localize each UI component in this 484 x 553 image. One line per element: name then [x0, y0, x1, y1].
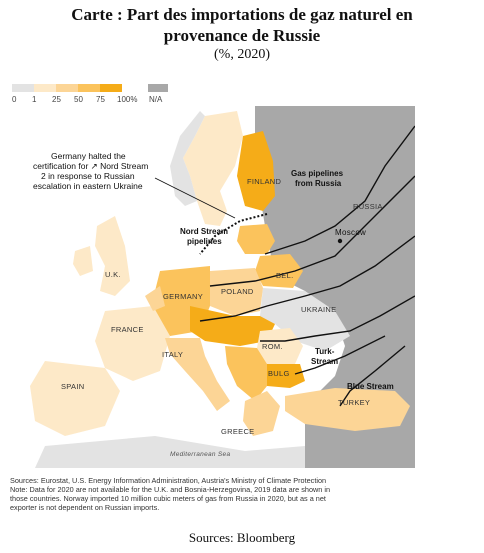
- region-uk: [95, 216, 130, 296]
- legend-swatch-1-25: [34, 84, 56, 92]
- region-france: [95, 306, 170, 381]
- legend-tick-0: 0: [12, 95, 17, 104]
- map-title: [0, 4, 484, 46]
- title-line-2: provenance de Russie: [163, 26, 321, 45]
- label-nord-stream-2: pipelines: [187, 237, 222, 246]
- legend-swatch-na: [148, 84, 168, 92]
- notes: [10, 476, 414, 512]
- legend-tick-1: 1: [32, 95, 37, 104]
- notes-line-2: Note: Data for 2020 are not available for the U.K. and Bosnia-Herzegovina, 2019 data are shown in: [10, 485, 331, 494]
- label-med: Mediterranean Sea: [170, 451, 231, 458]
- label-france: FRANCE: [111, 325, 144, 334]
- annotation-line-1: Germany halted the: [51, 151, 126, 161]
- label-turkey: TURKEY: [338, 398, 371, 407]
- label-nord-stream-1: Nord Stream: [180, 227, 229, 236]
- legend-tick-75: 75: [96, 95, 105, 104]
- legend-tick-50: 50: [74, 95, 83, 104]
- legend-swatch-75-100: [100, 84, 122, 92]
- label-turk-stream-1: Turk-: [315, 347, 335, 356]
- label-finland: FINLAND: [247, 177, 282, 186]
- region-balkans: [225, 346, 267, 401]
- region-ireland: [73, 246, 93, 276]
- label-bel: BEL.: [276, 271, 294, 280]
- label-bulg: BULG: [268, 369, 290, 378]
- legend-swatch-25-50: [56, 84, 78, 92]
- label-italy: ITALY: [162, 350, 184, 359]
- legend-swatch-50-75: [78, 84, 100, 92]
- label-russia: RUSSIA: [353, 202, 383, 211]
- legend-tick-na: N/A: [149, 95, 163, 104]
- notes-line-4: exporter is not dependent on Russian imports.: [10, 503, 160, 512]
- label-spain: SPAIN: [61, 382, 85, 391]
- annotation-line-4: escalation in eastern Ukraine: [33, 181, 143, 191]
- legend-tick-25: 25: [52, 95, 61, 104]
- label-turk-stream-2: Stream: [311, 357, 339, 366]
- europe-map: [5, 106, 415, 468]
- region-iberia: [30, 361, 120, 436]
- label-gas-pipelines-1: Gas pipelines: [291, 169, 344, 178]
- title-line-1: Carte : Part des importations de gaz naturel en: [71, 5, 413, 24]
- annotation-line-2: certification for ↗ Nord Stream: [33, 161, 149, 171]
- source: Sources: Bloomberg: [188, 530, 296, 545]
- label-rom: ROM.: [262, 342, 283, 351]
- label-uk: U.K.: [105, 270, 121, 279]
- legend-tick-100: 100%: [117, 95, 138, 104]
- notes-line-3: those countries. Norway imported 10 million cubic meters of gas from Russia in 2020, but as a net: [10, 494, 326, 503]
- label-poland: POLAND: [221, 287, 254, 296]
- map-subtitle: (%, 2020): [214, 47, 270, 62]
- label-germany: GERMANY: [163, 292, 204, 301]
- label-ukraine: UKRAINE: [301, 305, 337, 314]
- label-blue-stream: Blue Stream: [347, 382, 394, 391]
- label-gas-pipelines-2: from Russia: [295, 179, 342, 188]
- annotation-line-3: 2 in response to Russian: [41, 171, 135, 181]
- label-moscow: Moscow: [335, 228, 367, 237]
- legend-swatch-0-1: [12, 84, 34, 92]
- moscow-marker: [338, 239, 342, 243]
- region-italy: [165, 338, 230, 411]
- label-greece: GREECE: [221, 427, 255, 436]
- notes-line-1: Sources: Eurostat, U.S. Energy Information Administration, Austria's Ministry of Climate Protection: [10, 476, 327, 485]
